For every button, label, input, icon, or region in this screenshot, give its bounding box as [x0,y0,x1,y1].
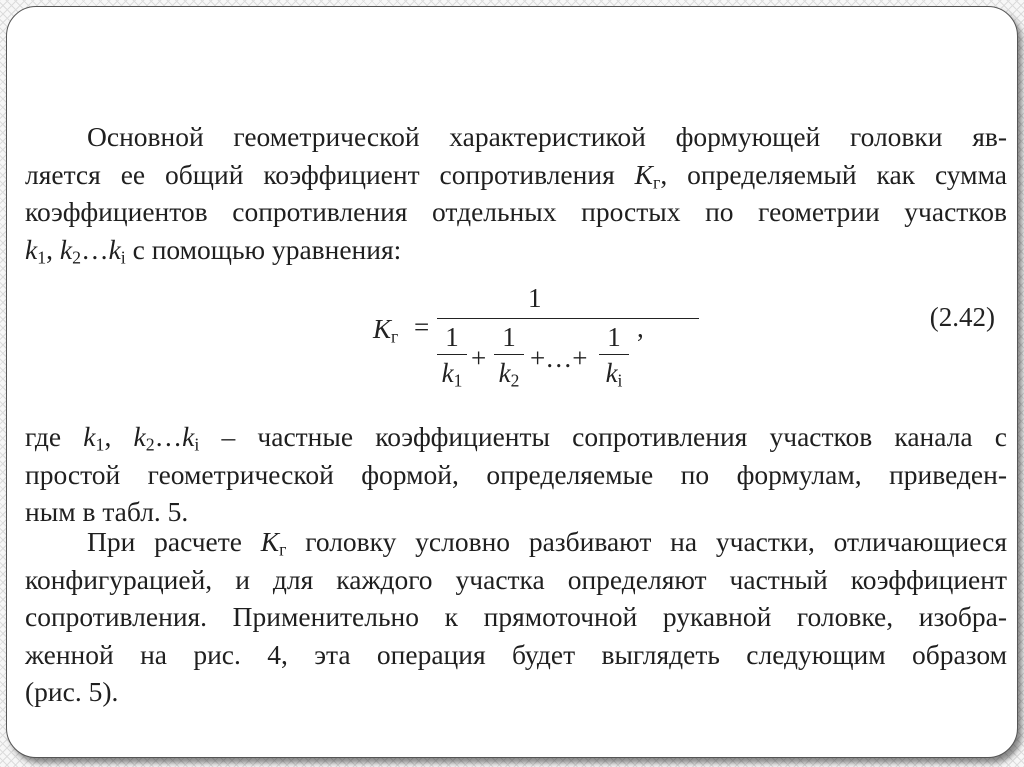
term-3-den-symbol: k [605,358,618,388]
p1-line-4 [25,231,1007,269]
p2-line-1 [25,418,1007,456]
coefficient-subscript: г [653,171,661,192]
k2-subscript: 2 [72,246,82,267]
p2-ki-subscript: i [194,434,200,455]
term-3-numerator: 1 [607,322,621,352]
ellipsis: … [81,233,109,265]
term-1-den-subscript: 1 [453,370,463,391]
p3-line-4: женной на рис. 4, эта операция будет выглядеть следующим образом [25,638,1007,670]
paragraph-2 [25,418,1007,531]
paragraph-3 [25,523,1007,711]
fraction-term-3 [599,322,629,389]
separator: , [46,233,60,265]
plus-ellipsis-plus: +…+ [530,343,588,373]
coefficient-symbol: K [634,158,653,190]
plus-sign: + [471,343,487,373]
slide-card [6,6,1018,758]
term-1-den-symbol: k [441,358,454,388]
p2-k1-symbol: k [83,421,96,452]
p2-k2-subscript: 2 [145,434,155,455]
p1-line-2-text-a: ляется ее общий коэффициент сопротивления [25,158,635,190]
term-2-den-symbol: k [498,358,511,388]
p3-coefficient-symbol: K [260,526,280,557]
p3-line-1 [25,523,1007,561]
term-3-bar [599,354,629,355]
p2-line-1-text-a: где [25,421,84,452]
p1-line-2-text-b: , определяемый как сумма [660,158,1007,190]
p1-line-4-text: с помощью уравнения: [125,233,402,265]
formula-comma: , [637,313,644,343]
term-1-numerator: 1 [445,322,459,352]
k2-symbol: k [59,233,73,265]
formula-lhs-symbol: K [373,314,392,344]
p1-line-1: Основной геометрической характеристикой формующей головки яв- [87,121,1007,152]
ki-symbol: k [108,233,121,265]
equation-2-42 [373,285,1013,400]
k1-subscript: 1 [37,246,47,267]
p2-separator: , [104,421,134,452]
fraction-term-1 [437,322,467,389]
term-2-bar [494,354,524,355]
p1-line-2 [25,156,1007,194]
p2-ellipsis: … [154,421,183,452]
equals-sign: = [414,312,430,342]
p2-k2-symbol: k [133,421,146,452]
ki-subscript: i [120,246,126,267]
formula-lhs-subscript: г [391,326,399,347]
formula-lhs [373,314,398,345]
p2-k1-subscript: 1 [95,434,105,455]
p3-line-1-text-b: головку условно разбивают на участки, отличающиеся [286,526,1007,557]
equation-number: (2.42) [929,302,995,332]
p2-line-2: простой геометрической формой, определяемые по формулам, приведен- [25,458,1007,490]
p2-line-3: ным в табл. 5. [25,496,189,527]
term-2-denominator [494,357,524,389]
p3-line-2: конфигурацией, и для каждого участка определяют частный коэффициент [25,563,1007,595]
term-3-den-subscript: i [617,370,623,391]
main-fraction-bar [437,318,699,319]
p3-line-1-text-a: При расчете [87,526,261,557]
p2-line-1-text-b: – частные коэффициенты сопротивления участков канала с [199,421,1007,452]
p2-ki-symbol: k [182,421,195,452]
term-2-numerator: 1 [502,322,516,352]
p3-coefficient-subscript: г [279,539,287,560]
term-1-bar [437,354,467,355]
p3-line-5: (рис. 5). [25,676,119,707]
fraction-term-2 [494,322,524,389]
main-numerator: 1 [528,283,542,313]
p3-line-3: сопротивления. Применительно к прямоточной рукавной головке, изобра- [25,601,1007,632]
paragraph-1 [25,118,1007,268]
term-3-denominator [599,357,629,389]
term-2-den-subscript: 2 [510,370,520,391]
term-1-denominator [437,357,467,389]
k1-symbol: k [25,233,38,265]
p1-line-3: коэффициентов сопротивления отдельных простых по геометрии участков [25,196,1007,227]
